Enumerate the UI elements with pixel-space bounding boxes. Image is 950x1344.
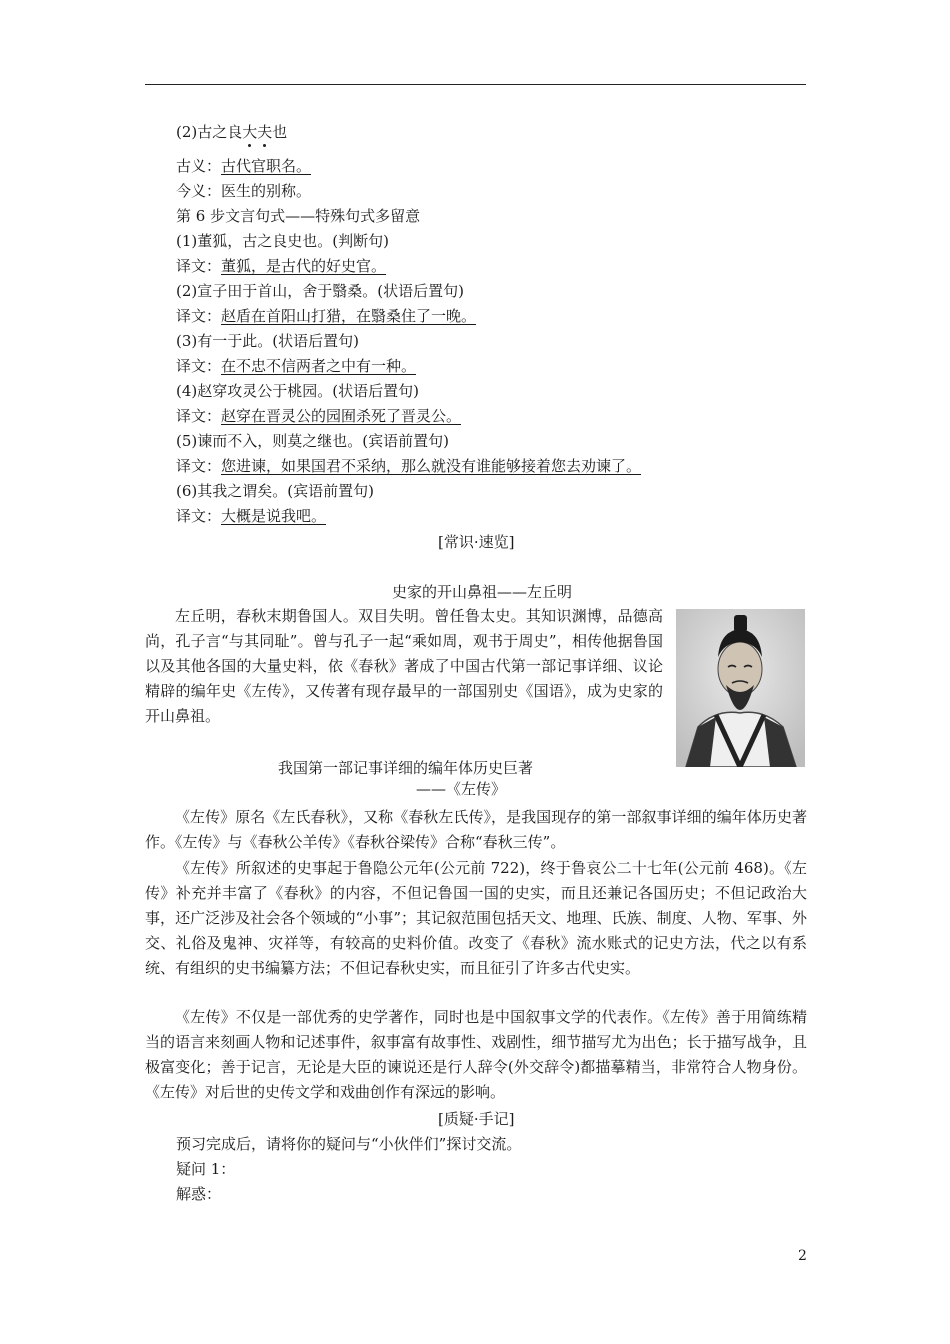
sentence-2: (2)宣子田于首山，舍于翳桑。(状语后置句)	[176, 282, 464, 300]
translation-2: 译文：赵盾在首阳山打猎，在翳桑住了一晚。	[176, 307, 477, 325]
modern-meaning: 今义：医生的别称。	[176, 182, 312, 200]
paragraph-zuozhuan-intro: 《左传》原名《左氏春秋》，又称《春秋左氏传》，是我国现存的第一部叙事详细的编年体历史著作。《左传》与《春秋公羊传》《春秋谷梁传》合称“春秋三传”。	[145, 808, 807, 851]
section-heading-knowledge: [常识·速览]	[438, 533, 515, 551]
paragraph-zuoqiuming: 左丘明，春秋末期鲁国人。双目失明。曾任鲁太史。其知识渊博，品德高尚，孔子言“与其同耻”。曾与孔子一起“乘如周，观书于周史”，相传他据鲁国以及其他各国的大量史料，依《春秋》著成了中国古代第一部记事详细、议论精辟的编年史《左传》，又传著有现存最早的一部国别史《国语》，成为史家的开山鼻祖。	[145, 607, 663, 725]
ancient-meaning: 古义：古代官职名。	[176, 157, 312, 175]
translation-1: 译文：董狐，是古代的好史官。	[176, 257, 387, 275]
zuoqiuming-portrait	[676, 609, 805, 767]
title-zuozhuan: 我国第一部记事详细的编年体历史巨著	[278, 759, 534, 777]
answer-label: 解惑：	[176, 1185, 222, 1203]
section-heading-questions: [质疑·手记]	[438, 1110, 515, 1128]
sentence-3: (3)有一于此。(状语后置句)	[176, 332, 359, 350]
step-6-heading: 第 6 步文言句式——特殊句式多留意	[176, 207, 421, 225]
sentence-5: (5)谏而不入，则莫之继也。(宾语前置句)	[176, 432, 449, 450]
title-zuoqiuming: 史家的开山鼻祖——左丘明	[392, 583, 573, 601]
translation-5: 译文：您进谏，如果国君不采纳，那么就没有谁能够接着您去劝谏了。	[176, 457, 642, 475]
translation-6: 译文：大概是说我吧。	[176, 507, 327, 525]
question-1-label: 疑问 1：	[176, 1160, 236, 1178]
translation-4: 译文：赵穿在晋灵公的园囿杀死了晋灵公。	[176, 407, 462, 425]
questions-instruction: 预习完成后，请将你的疑问与“小伙伴们”探讨交流。	[176, 1135, 522, 1153]
header-rule	[145, 84, 806, 85]
sentence-1: (1)董狐，古之良史也。(判断句)	[176, 232, 389, 250]
page-number: 2	[798, 1248, 807, 1264]
vocab-item-2: (2)古之良大夫也	[176, 123, 288, 141]
title-zuozhuan-sub: ——《左传》	[416, 780, 507, 798]
sentence-6: (6)其我之谓矣。(宾语前置句)	[176, 482, 374, 500]
translation-3: 译文：在不忠不信两者之中有一种。	[176, 357, 417, 375]
paragraph-zuozhuan-content: 《左传》所叙述的史事起于鲁隐公元年(公元前 722)，终于鲁哀公二十七年(公元前 468)。《左传》补充并丰富了《春秋》的内容，不但记鲁国一国的史实，而且还兼记各国历史；不但记政治大事，还广泛涉及社会各个领域的“小事”；其记叙范围包括天文、地理、氏族、制度、人物、军事、外交、礼俗及鬼神、灾祥等，有较高的史料价值。改变了《春秋》流水账式的记史方法，代之以有系统、有组织的史书编纂方法；不但记春秋史实，而且征引了许多古代史实。	[145, 859, 807, 977]
sentence-4: (4)赵穿攻灵公于桃园。(状语后置句)	[176, 382, 419, 400]
paragraph-zuozhuan-literature: 《左传》不仅是一部优秀的史学著作，同时也是中国叙事文学的代表作。《左传》善于用简练精当的语言来刻画人物和记述事件，叙事富有故事性、戏剧性，细节描写尤为出色；长于描写战争，且极富变化；善于记言，无论是大臣的谏说还是行人辞令(外交辞令)都描摹精当，非常符合人物身份。《左传》对后世的史传文学和戏曲创作有深远的影响。	[145, 1008, 807, 1101]
